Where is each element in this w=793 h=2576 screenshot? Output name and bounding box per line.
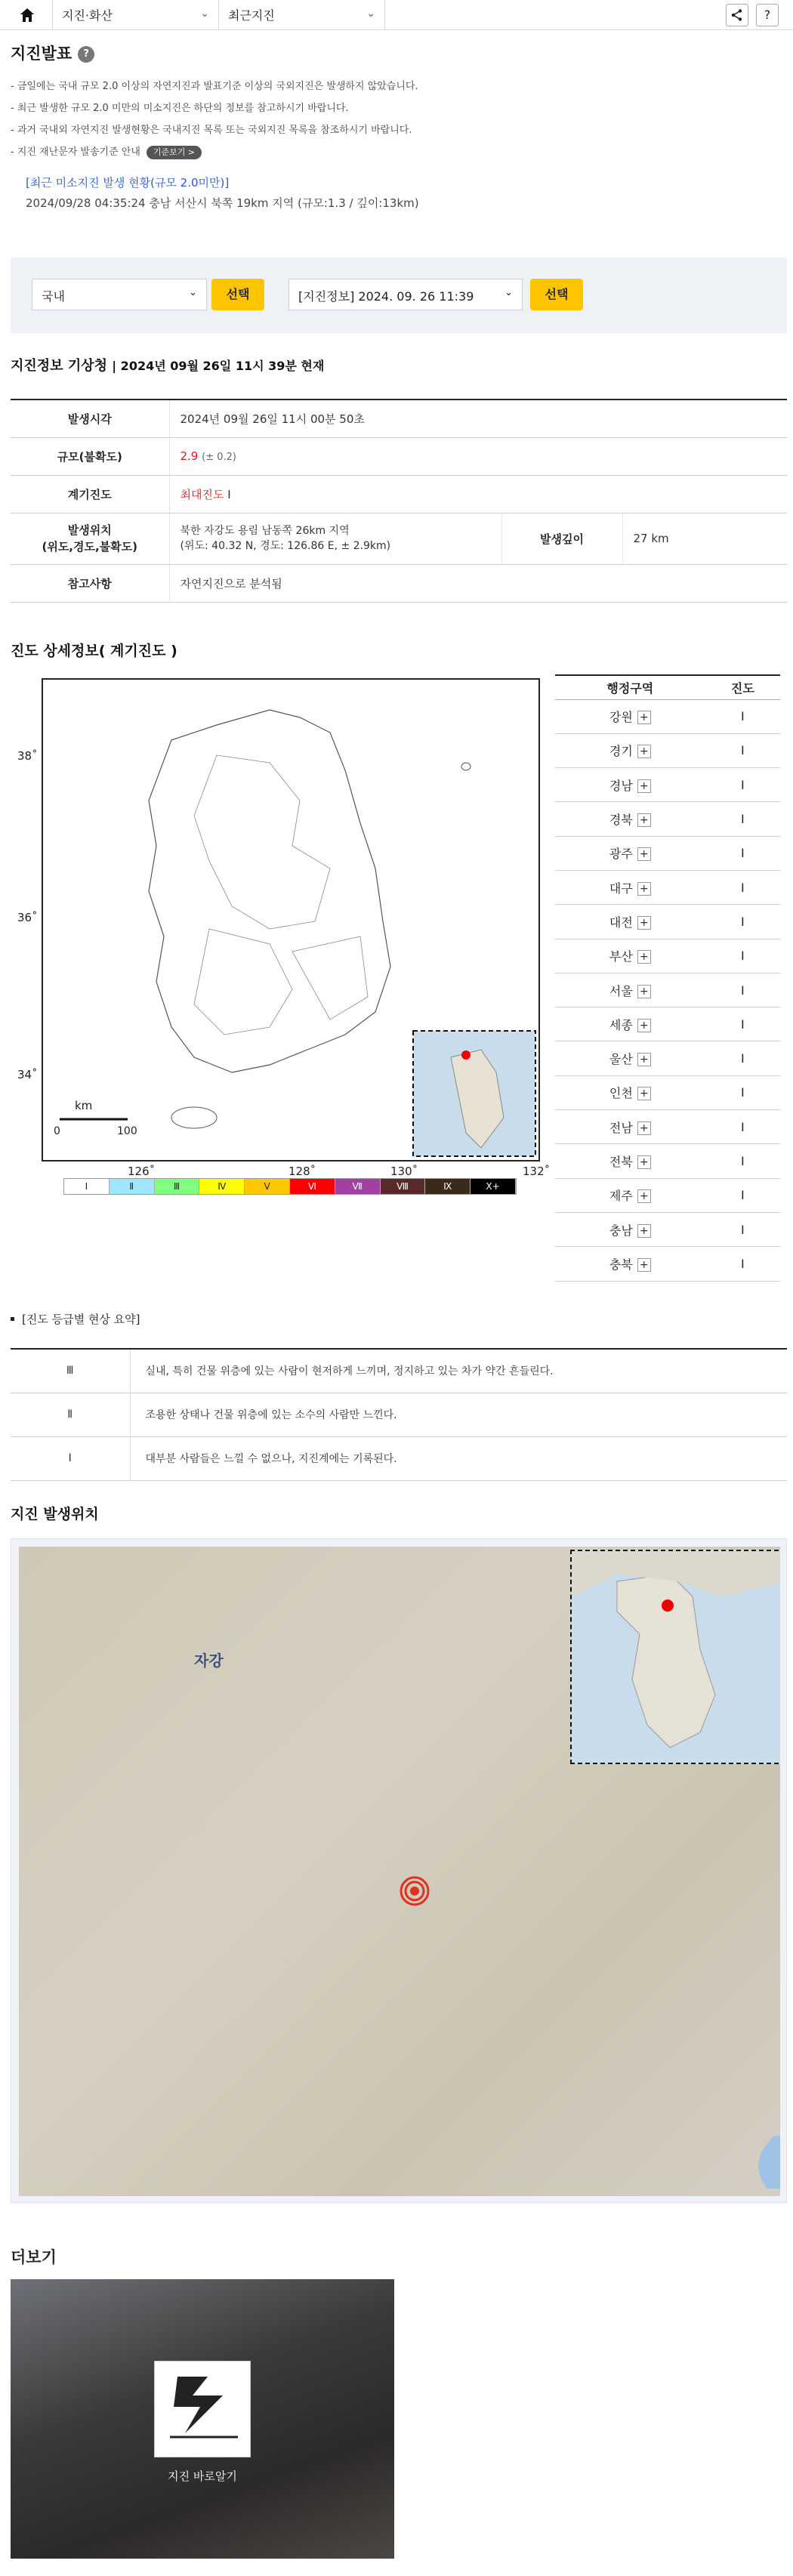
expand-plus-icon[interactable]: + <box>637 1087 651 1100</box>
region-row <box>555 939 780 973</box>
region-name: 대구 <box>609 881 633 896</box>
legend-item: Ⅶ <box>335 1179 381 1194</box>
expand-plus-icon[interactable]: + <box>637 847 651 861</box>
home-button[interactable] <box>0 0 53 30</box>
bulletin-title-text: 지진발표 <box>11 45 73 63</box>
col-region: 행정구역 <box>555 675 705 699</box>
expand-plus-icon[interactable]: + <box>637 711 651 724</box>
region-name: 강원 <box>609 710 633 725</box>
legend-item: Ⅸ <box>425 1179 471 1194</box>
lat-tick: 36˚ <box>17 911 38 924</box>
intensity-legend <box>63 1178 517 1195</box>
intensity-cell <box>169 475 787 513</box>
place-label: 자강 <box>194 1652 224 1670</box>
table-row <box>11 1436 787 1480</box>
description: 조용한 상태나 건물 위층에 있는 소수의 사람만 느낀다. <box>130 1393 787 1436</box>
legend-item: Ⅳ <box>199 1179 245 1194</box>
region-name-cell <box>555 905 705 939</box>
grade: Ⅰ <box>11 1436 130 1480</box>
intensity-value: Ⅰ <box>227 487 231 501</box>
region-intensity: Ⅰ <box>705 1110 780 1144</box>
expand-plus-icon[interactable]: + <box>637 779 651 793</box>
note-value: 자연지진으로 분석됨 <box>169 564 787 602</box>
terrain-map <box>19 1547 780 2196</box>
region-name-cell <box>555 973 705 1007</box>
table-row <box>11 1393 787 1436</box>
region-name-cell <box>555 1007 705 1041</box>
note-line: - 최근 발생한 규모 2.0 미만의 미소지진은 하단의 정보를 참고하시기 바랍니다. <box>11 103 349 114</box>
region-name: 서울 <box>609 983 633 998</box>
summary-title <box>11 1311 140 1327</box>
region-row <box>555 870 780 904</box>
table-row <box>11 513 787 564</box>
chevron-down-icon: ⌄ <box>504 287 513 298</box>
region-row <box>555 836 780 870</box>
expand-plus-icon[interactable]: + <box>637 950 651 964</box>
region-intensity: Ⅰ <box>705 1144 780 1178</box>
expand-plus-icon[interactable]: + <box>637 1053 651 1066</box>
region-name: 대전 <box>609 915 633 930</box>
region-name-cell <box>555 870 705 904</box>
lon-tick: 126˚ <box>128 1165 156 1178</box>
epicenter-marker <box>461 1050 471 1060</box>
description: 실내, 특히 건물 위층에 있는 사람이 현저하게 느끼며, 정지하고 있는 차가 약간 흔들린다. <box>130 1349 787 1393</box>
region-intensity: Ⅰ <box>705 939 780 973</box>
region-row <box>555 1041 780 1075</box>
region-name: 제주 <box>609 1189 633 1204</box>
region-name-cell <box>555 939 705 973</box>
region-name-cell <box>555 1041 705 1075</box>
expand-plus-icon[interactable]: + <box>637 882 651 896</box>
region-name-cell <box>555 1075 705 1109</box>
region-row <box>555 699 780 733</box>
row-label-line: (위도,경도,불확도) <box>42 540 138 554</box>
intensity-map <box>17 678 551 1178</box>
expand-plus-icon[interactable]: + <box>637 985 651 998</box>
chevron-down-icon: ⌄ <box>366 8 375 20</box>
region-row <box>555 802 780 836</box>
lon-tick: 130˚ <box>390 1165 418 1178</box>
location-map <box>11 1538 787 2203</box>
region-name-cell <box>555 802 705 836</box>
col-intensity: 진도 <box>705 675 780 699</box>
time-value: 2024년 09월 26일 11시 00분 50초 <box>169 400 787 437</box>
learn-earthquake-card[interactable] <box>11 2279 394 2559</box>
chevron-down-icon: ⌄ <box>189 287 197 298</box>
note-line: - 금일에는 국내 규모 2.0 이상의 자연지진과 발표기준 이상의 국외지진은 발생하지 않았습니다. <box>11 81 418 92</box>
subcategory-select[interactable] <box>219 0 385 30</box>
more-title: 더보기 <box>11 2248 57 2266</box>
guide-chip[interactable]: 기준보기 > <box>147 146 202 159</box>
expand-plus-icon[interactable]: + <box>637 1189 651 1203</box>
help-icon[interactable]: ? <box>78 46 94 63</box>
expand-plus-icon[interactable]: + <box>637 1121 651 1135</box>
expand-plus-icon[interactable]: + <box>637 1019 651 1032</box>
region-row <box>555 1075 780 1109</box>
lat-tick: 34˚ <box>17 1068 38 1081</box>
region-intensity: Ⅰ <box>705 1007 780 1041</box>
scale-tick: 0 <box>54 1125 60 1137</box>
region-name: 경북 <box>609 813 633 828</box>
lat-tick: 38˚ <box>17 749 38 763</box>
region-row <box>555 768 780 802</box>
chevron-down-icon: ⌄ <box>200 8 209 20</box>
lon-tick: 128˚ <box>289 1165 316 1178</box>
region-intensity: Ⅰ <box>705 905 780 939</box>
region-row <box>555 1110 780 1144</box>
row-label: 규모(불확도) <box>11 437 169 475</box>
table-row <box>11 564 787 602</box>
recent-microquake-link[interactable]: [최근 미소지진 발생 현황(규모 2.0미만)] <box>26 176 230 190</box>
korea-outline-map <box>43 680 538 1160</box>
note-text: - 지진 재난문자 발송기준 안내 <box>11 147 140 158</box>
region-name: 경기 <box>609 744 633 759</box>
legend-item: Ⅷ <box>381 1179 426 1194</box>
region-name: 울산 <box>609 1052 633 1067</box>
magnitude-cell <box>169 437 787 475</box>
report-select-button[interactable]: 선택 <box>530 279 583 310</box>
location-line: 북한 자강도 용림 남동쪽 26km 지역 <box>180 525 350 537</box>
region-name-cell <box>555 836 705 870</box>
help-button[interactable]: ? <box>756 4 779 26</box>
lon-tick: 132˚ <box>523 1165 551 1178</box>
region-intensity: Ⅰ <box>705 1178 780 1212</box>
grade: Ⅲ <box>11 1349 130 1393</box>
region-row <box>555 1178 780 1212</box>
region-intensity: Ⅰ <box>705 973 780 1007</box>
region-name-cell <box>555 768 705 802</box>
row-label: 발생시각 <box>11 400 169 437</box>
grade: Ⅱ <box>11 1393 130 1436</box>
region-row <box>555 905 780 939</box>
region-name: 인천 <box>609 1086 633 1101</box>
info-title-text: 지진정보 기상청 <box>11 358 107 374</box>
magnitude-uncertainty: (± 0.2) <box>202 452 236 463</box>
row-label: 발생깊이 <box>501 513 622 564</box>
region-intensity: Ⅰ <box>705 768 780 802</box>
expand-plus-icon[interactable]: + <box>637 1155 651 1169</box>
region-intensity: Ⅰ <box>705 1075 780 1109</box>
region-row <box>555 1247 780 1281</box>
korea-inset-icon <box>572 1551 780 1763</box>
region-row <box>555 1144 780 1178</box>
report-value: [지진정보] 2024. 09. 26 11:39 <box>298 289 474 304</box>
summary-title-text: [진도 등급별 현상 요약] <box>22 1313 140 1326</box>
legend-item: Ⅵ <box>290 1179 335 1194</box>
row-label: 계기진도 <box>11 475 169 513</box>
info-title <box>11 355 324 375</box>
legend-item: Ⅴ <box>245 1179 290 1194</box>
expand-plus-icon[interactable]: + <box>637 916 651 930</box>
depth-value: 27 km <box>622 513 787 564</box>
region-name: 광주 <box>609 847 633 862</box>
home-icon <box>19 7 35 23</box>
region-name: 전남 <box>609 1120 633 1135</box>
region-name-cell <box>555 699 705 733</box>
row-label <box>11 513 169 564</box>
table-row <box>11 437 787 475</box>
region-intensity: Ⅰ <box>705 1247 780 1281</box>
scale-tick: 100 <box>117 1125 137 1137</box>
location-cell <box>169 513 501 564</box>
region-name-cell <box>555 1110 705 1144</box>
epicenter-icon <box>398 1874 431 1908</box>
card-label: 지진 바로알기 <box>168 2470 237 2483</box>
region-name-cell <box>555 1212 705 1246</box>
sea-shape <box>744 2136 780 2189</box>
detail-title: 진도 상세정보( 계기진도 ) <box>11 643 177 659</box>
legend-item: Ⅱ <box>110 1179 155 1194</box>
category-label: 지진·화산 <box>62 8 113 23</box>
region-intensity-table <box>555 674 780 1282</box>
region-select[interactable] <box>32 279 207 310</box>
filter-panel <box>11 258 787 333</box>
expand-plus-icon[interactable]: + <box>637 1224 651 1238</box>
summary-table <box>11 1348 787 1481</box>
region-row <box>555 733 780 767</box>
region-name-cell <box>555 1144 705 1178</box>
legend-item: Ⅹ+ <box>471 1179 516 1194</box>
expand-plus-icon[interactable]: + <box>637 813 651 827</box>
region-name: 전북 <box>609 1155 633 1169</box>
share-icon <box>730 8 744 22</box>
region-intensity: Ⅰ <box>705 699 780 733</box>
region-row <box>555 973 780 1007</box>
legend-item: Ⅲ <box>155 1179 200 1194</box>
region-name-cell <box>555 733 705 767</box>
region-intensity: Ⅰ <box>705 870 780 904</box>
info-table <box>11 399 787 603</box>
region-name-cell <box>555 1178 705 1212</box>
table-header-row <box>555 675 780 699</box>
expand-plus-icon[interactable]: + <box>637 1258 651 1272</box>
inset-map <box>570 1550 780 1764</box>
region-intensity: Ⅰ <box>705 1041 780 1075</box>
table-row <box>11 400 787 437</box>
bulletin-notes <box>11 76 781 163</box>
row-label-line: 발생위치 <box>67 523 112 537</box>
table-row <box>11 1349 787 1393</box>
region-name: 충남 <box>609 1223 633 1238</box>
row-label: 참고사항 <box>11 564 169 602</box>
region-value: 국내 <box>42 289 65 304</box>
share-button[interactable] <box>726 4 748 26</box>
magnitude-value: 2.9 <box>180 449 199 463</box>
recent-microquake-text: 2024/09/28 04:35:24 충남 서산시 북쪽 19km 지역 (규모:1.3 / 깊이:13km) <box>26 196 419 210</box>
region-name-cell <box>555 1247 705 1281</box>
bullet-icon <box>11 1317 14 1321</box>
category-select[interactable] <box>53 0 219 30</box>
intensity-key: 최대진도 <box>180 487 224 501</box>
region-name: 경남 <box>609 778 633 793</box>
region-name: 충북 <box>609 1257 633 1272</box>
region-select-button[interactable]: 선택 <box>211 279 264 310</box>
region-row <box>555 1212 780 1246</box>
scale-unit: km <box>75 1099 93 1112</box>
earthquake-icon <box>154 2361 251 2457</box>
report-select[interactable] <box>289 279 523 310</box>
region-name: 세종 <box>609 1017 633 1032</box>
top-nav-bar <box>0 0 793 30</box>
info-subtitle: | 2024년 09월 26일 11시 39분 현재 <box>112 359 325 373</box>
legend-item: Ⅰ <box>64 1179 110 1194</box>
description: 대부분 사람들은 느낄 수 없으나, 지진계에는 기록된다. <box>130 1436 787 1480</box>
region-row <box>555 1007 780 1041</box>
bulletin-title <box>11 42 94 64</box>
location-title: 지진 발생위치 <box>11 1506 99 1522</box>
region-intensity: Ⅰ <box>705 733 780 767</box>
region-intensity: Ⅰ <box>705 836 780 870</box>
region-intensity: Ⅰ <box>705 802 780 836</box>
note-line <box>11 141 781 163</box>
subcategory-label: 최근지진 <box>228 8 275 23</box>
region-name: 부산 <box>609 949 633 964</box>
note-line: - 과거 국내외 자연지진 발생현황은 국내지진 목록 또는 국외지진 목록을 참조하시기 바랍니다. <box>11 125 412 136</box>
table-row <box>11 475 787 513</box>
region-intensity: Ⅰ <box>705 1212 780 1246</box>
location-coords: (위도: 40.32 N, 경도: 126.86 E, ± 2.9km) <box>180 540 391 552</box>
expand-plus-icon[interactable]: + <box>637 745 651 758</box>
